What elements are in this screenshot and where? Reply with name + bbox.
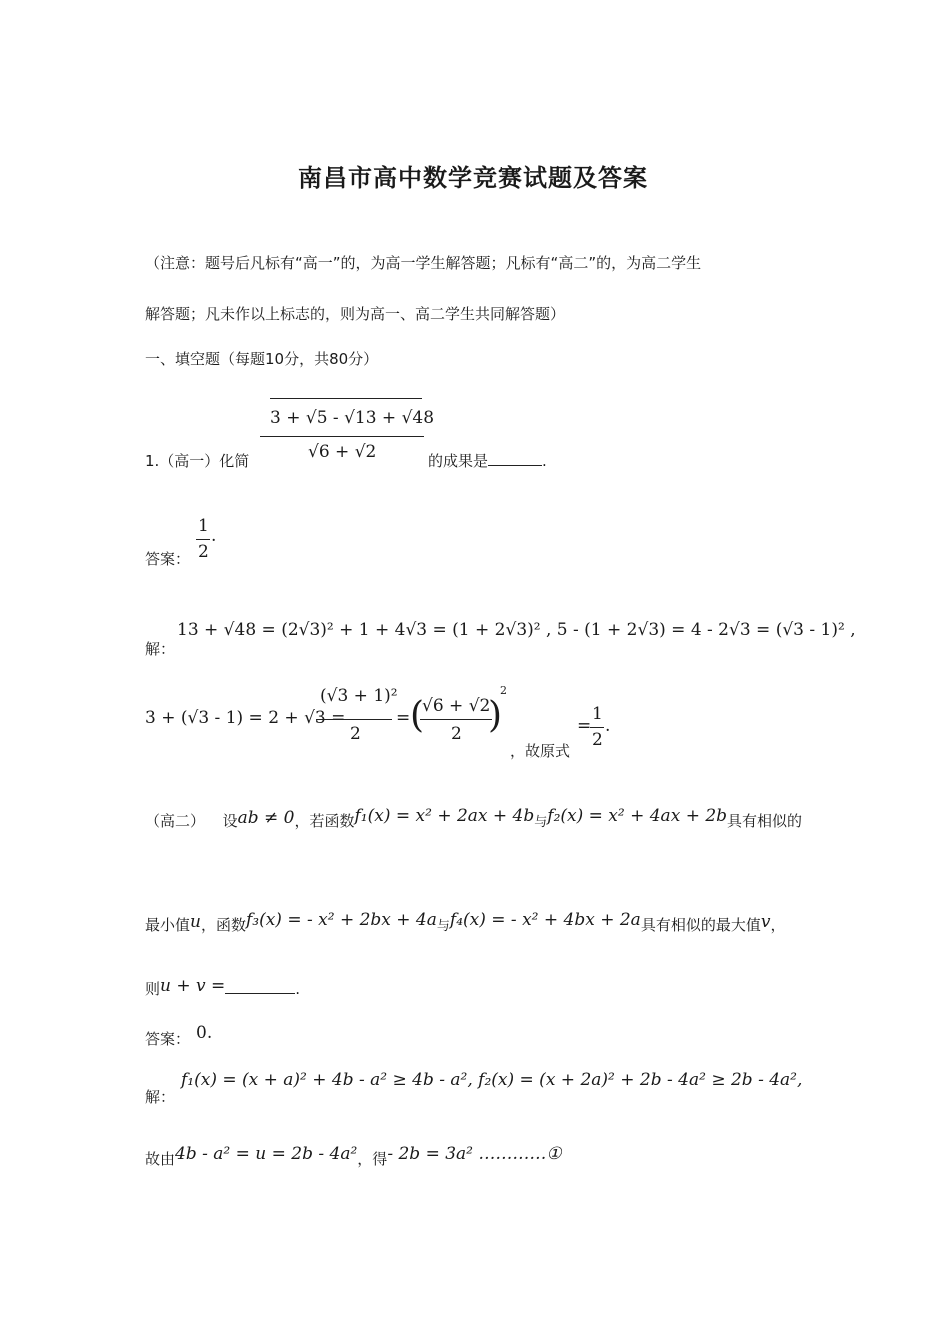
q2-text-3: 与 <box>534 815 548 830</box>
q1-solution-frac2-num: √6 + √2 <box>422 696 491 716</box>
q1-solution-frac1-num: (√3 + 1)² <box>320 686 398 706</box>
q2-solution2-text-1: 故由 <box>145 1150 176 1168</box>
q1-fraction-bar <box>260 436 424 437</box>
q2-line2-text-1: 最小值 <box>145 916 191 934</box>
q2-line-1 <box>145 806 802 831</box>
q1-expression-denominator: √6 + √2 <box>308 442 377 462</box>
q1-solution-equals: = <box>396 708 411 728</box>
q1-answer-numerator: 1 <box>198 516 209 536</box>
q2-period: . <box>295 980 301 998</box>
q1-solution-frac3-den: 2 <box>592 730 603 750</box>
q2-math-sum: u + v = <box>160 976 226 996</box>
q1-answer-fraction-bar <box>196 539 210 540</box>
q1-solution-frac1-den: 2 <box>350 724 361 744</box>
note-line-2: 解答题；凡未作以上标志的，则为高一、高二学生共同解答题） <box>145 305 566 323</box>
q2-math-v: v <box>760 912 771 932</box>
page-title: 南昌市高中数学竞赛试题及答案 <box>298 164 648 192</box>
q2-solution2-text-2: ，得 <box>357 1150 388 1168</box>
q2-solution2-math-1: 4b - a² = u = 2b - 4a² <box>175 1144 358 1164</box>
q1-solution-square: 2 <box>500 684 507 697</box>
q2-answer-value: 0. <box>196 1023 213 1043</box>
q1-numerator-radical-bar <box>270 398 422 399</box>
q1-solution-dot: . <box>605 716 611 736</box>
q1-solution-frac2-bar <box>420 719 492 720</box>
q1-solution-line-2a: 3 + (√3 - 1) = 2 + √3 = <box>145 708 346 728</box>
q2-solution-line-2 <box>145 1144 562 1169</box>
q1-suffix <box>428 450 547 471</box>
q2-text-4: 具有相似的 <box>727 812 803 830</box>
q1-solution-paren-right: ) <box>488 695 503 736</box>
q1-answer-dot: . <box>211 526 217 546</box>
q2-line2-text-4: 具有相似的最大值 <box>640 916 761 934</box>
q2-text-1: 设 <box>222 812 238 830</box>
section-heading-fill-blank: 一、填空题（每题10分，共80分） <box>145 350 379 368</box>
note-line-1: （注意：题号后凡标有“高一”的，为高一学生解答题；凡标有“高二”的，为高二学生 <box>145 254 702 272</box>
q2-math-f3: f₃(x) = - x² + 2bx + 4a <box>245 910 437 930</box>
q1-solution-frac3-bar <box>590 727 604 728</box>
q1-suffix-text: 的成果是 <box>428 452 489 470</box>
q2-math-u: u <box>190 912 201 932</box>
q2-answer-blank <box>225 979 295 994</box>
q2-line-2 <box>145 910 785 935</box>
q2-math-f1: f₁(x) = x² + 2ax + 4b <box>354 806 535 826</box>
q2-answer-label: 答案： <box>145 1030 191 1048</box>
q1-answer-label: 答案： <box>145 550 191 568</box>
q2-solution2-math-2: - 2b = 3a² …………① <box>387 1144 562 1164</box>
q2-math-f2: f₂(x) = x² + 4ax + 2b <box>547 806 728 826</box>
q2-solution-line-1: f₁(x) = (x + a)² + 4b - a² ≥ 4b - a², f₂(x) = (x + 2a)² + 2b - 4a² ≥ 2b - 4a², <box>181 1070 803 1090</box>
q1-solution-frac2-den: 2 <box>451 724 462 744</box>
q2-line-3 <box>145 976 300 999</box>
q1-answer-blank <box>488 451 542 466</box>
q1-solution-frac1-bar <box>316 719 392 720</box>
q1-period: . <box>542 452 547 470</box>
q1-label: 1.（高一）化简 <box>145 452 250 470</box>
q1-expression-numerator: 3 + √5 - √13 + √48 <box>270 408 435 428</box>
q2-math-f4: f₄(x) = - x² + 4bx + 2a <box>449 910 641 930</box>
q1-solution-conclusion: ，故原式 <box>510 742 571 760</box>
q2-line2-text-3: 与 <box>436 919 450 934</box>
q1-solution-paren-left: ( <box>410 695 425 736</box>
q1-solution-equals-2: = <box>577 716 592 736</box>
q1-solution-label: 解： <box>145 640 176 658</box>
q1-solution-line-1: 13 + √48 = (2√3)² + 1 + 4√3 = (1 + 2√3)² , 5 - (1 + 2√3) = 4 - 2√3 = (√3 - 1)² , <box>177 620 856 640</box>
q2-line2-text-5: ， <box>770 916 786 934</box>
q2-solution-label: 解： <box>145 1088 176 1106</box>
q1-solution-frac3-num: 1 <box>592 704 603 724</box>
q1-answer-denominator: 2 <box>198 542 209 562</box>
q2-text-2: ，若函数 <box>294 812 355 830</box>
q2-label: （高二） <box>145 812 206 830</box>
q2-math-1: ab ≠ 0 <box>237 808 295 828</box>
q2-line3-text-1: 则 <box>145 980 161 998</box>
q2-line2-text-2: ，函数 <box>200 916 246 934</box>
